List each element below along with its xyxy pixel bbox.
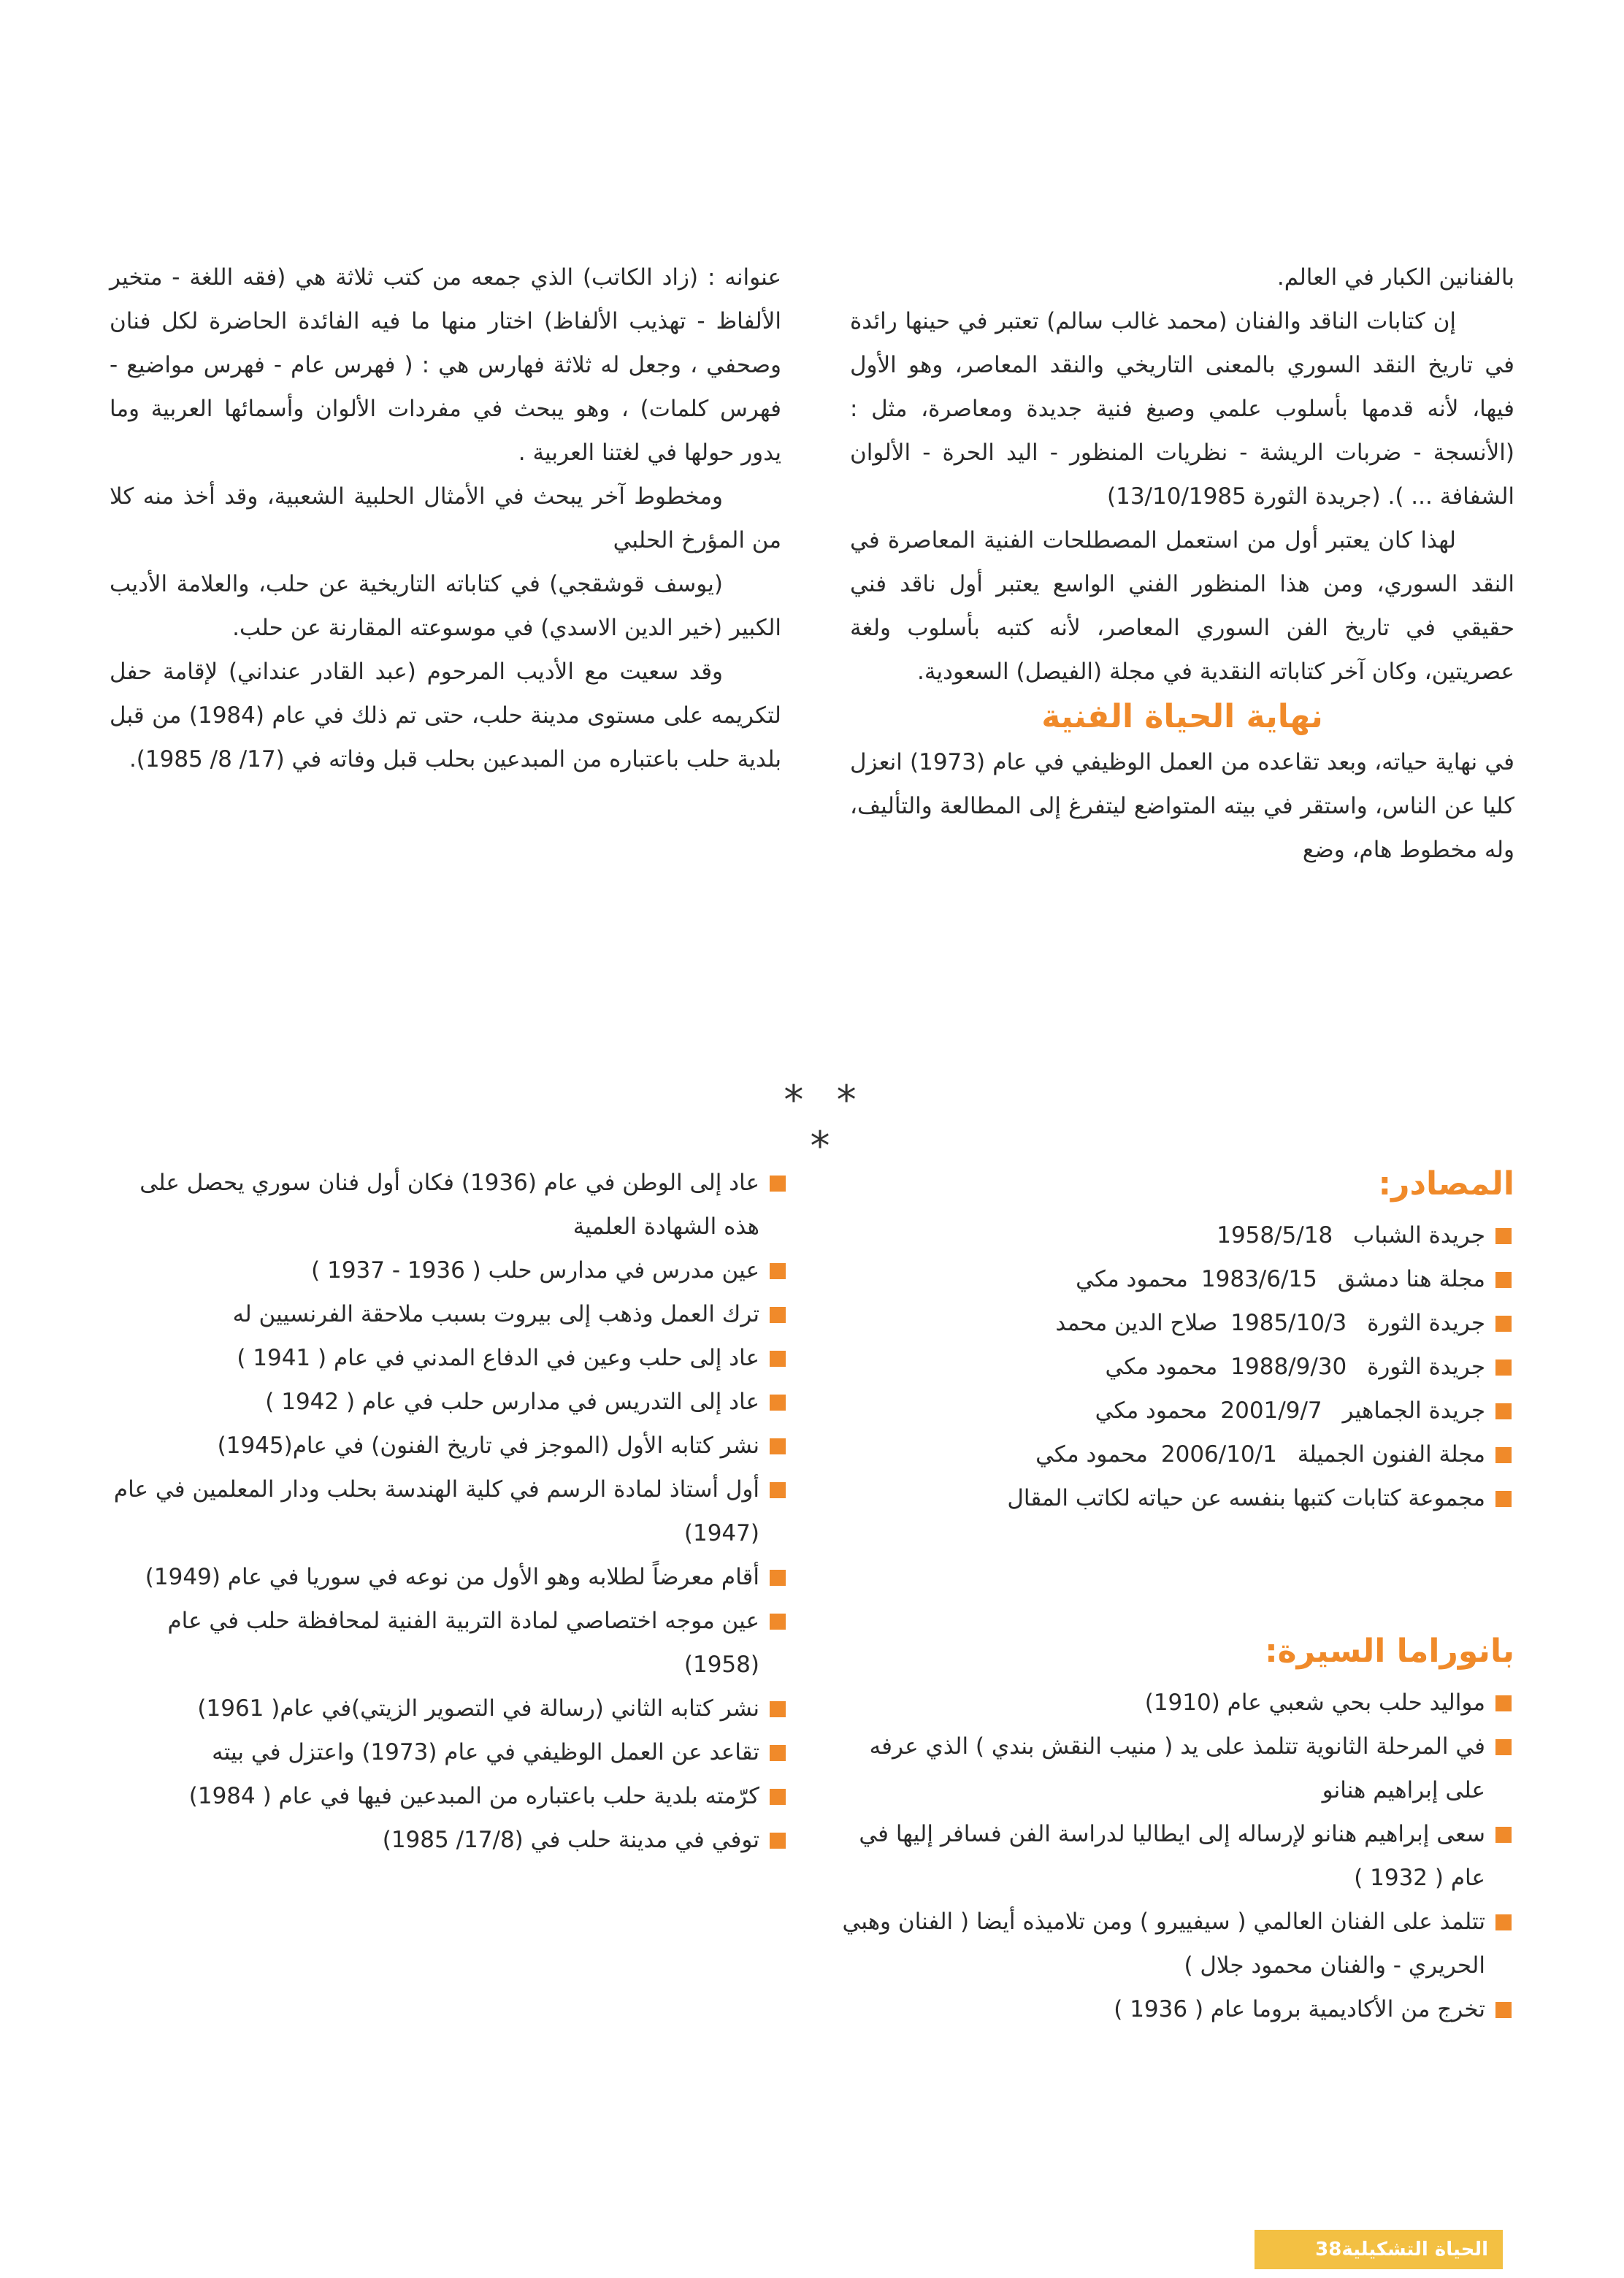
- panorama-section: [835, 1628, 1514, 2031]
- square-bullet-icon: [1495, 1272, 1512, 1288]
- timeline-item-text: كرّمته بلدية حلب باعتباره من المبدعين فيها في عام ( 1984): [188, 1783, 759, 1809]
- timeline-item-text: نشر كتابه الأول (الموجز في تاريخ الفنون) في عام(1945): [217, 1433, 759, 1459]
- source-date: 1958/5/18: [1217, 1222, 1333, 1249]
- square-bullet-icon: [770, 1351, 786, 1367]
- list-item: [110, 1380, 789, 1424]
- square-bullet-icon: [1495, 1359, 1512, 1376]
- source-author: محمود مكي: [1035, 1441, 1148, 1468]
- list-item: [110, 1730, 789, 1774]
- square-bullet-icon: [1495, 1491, 1512, 1507]
- square-bullet-icon: [1495, 1827, 1512, 1843]
- timeline-item-text: أول أستاذ لمادة الرسم في كلية الهندسة بحلب ودار المعلمين في عام (1947): [113, 1476, 759, 1546]
- square-bullet-icon: [770, 1395, 786, 1411]
- square-bullet-icon: [770, 1482, 786, 1498]
- article-paragraph: لهذا كان يعتبر أول من استعمل المصطلحات الفنية المعاصرة في النقد السوري، ومن هذا المنظور الفني الواسع يعتبر أول ناقد فني حقيقي في تاريخ الفن السوري المعاصر، لأنه كتبه بأسلوب ولغة عصريتين، وكان آخر كتاباته النقدية في مجلة (الفيصل) السعودية.: [850, 527, 1514, 685]
- list-item: [835, 1681, 1514, 1725]
- section-heading: نهاية الحياة الفنية: [1041, 698, 1323, 735]
- timeline-item-text: نشر كتابه الثاني (رسالة في التصوير الزيتي)في عام( 1961): [197, 1695, 759, 1722]
- page-footer: [1255, 2230, 1503, 2269]
- source-date: 2006/10/1: [1160, 1441, 1277, 1468]
- list-item: [835, 1301, 1514, 1345]
- source-author: محمود مكي: [1095, 1397, 1208, 1424]
- list-item: [835, 1257, 1514, 1301]
- source-name: جريدة الجماهير: [1342, 1397, 1485, 1424]
- source-date: 2001/9/7: [1220, 1397, 1322, 1424]
- square-bullet-icon: [770, 1176, 786, 1192]
- article-paragraph: وقد سعيت مع الأديب المرحوم (عبد القادر عنداني) لإقامة حفل لتكريمه على مستوى مدينة حلب، حتى تم ذلك في عام (1984) من قبل بلدية حلب باعتباره من المبدعين بحلب قبل وفاته في (17/ 8/ 1985).: [110, 659, 781, 772]
- timeline-section: [110, 1161, 789, 1862]
- panorama-list: [835, 1681, 1514, 2031]
- square-bullet-icon: [770, 1701, 786, 1717]
- timeline-item-text: ترك العمل وذهب إلى بيروت بسبب ملاحقة الفرنسيين له: [232, 1301, 759, 1327]
- source-date: 1988/9/30: [1230, 1354, 1347, 1380]
- article-paragraph: ومخطوط آخر يبحث في الأمثال الحلبية الشعبية، وقد أخذ منه كلا من المؤرخ الحلبي: [110, 483, 781, 553]
- square-bullet-icon: [1495, 1447, 1512, 1463]
- square-bullet-icon: [1495, 1316, 1512, 1332]
- list-item: [110, 1249, 789, 1292]
- source-name: جريدة الثورة: [1367, 1354, 1485, 1380]
- square-bullet-icon: [770, 1745, 786, 1761]
- source-name: جريدة الشباب: [1353, 1222, 1485, 1249]
- source-date: 1985/10/3: [1230, 1310, 1347, 1336]
- timeline-list: [110, 1161, 789, 1862]
- list-item: [110, 1599, 789, 1687]
- list-item: [110, 1818, 789, 1862]
- list-item: [835, 1476, 1514, 1520]
- panorama-item-text: في المرحلة الثانوية تتلمذ على يد ( منيب النقش بندي ) الذي عرفه على إبراهيم هنانو: [869, 1733, 1485, 1803]
- source-author: صلاح الدين محمد: [1055, 1310, 1218, 1336]
- panorama-title: بانوراما السيرة:: [1265, 1633, 1514, 1670]
- article-paragraph: (يوسف قوشقجي) في كتاباته التاريخية عن حلب، والعلامة الأديب الكبير (خير الدين الاسدي) في موسوعته المقارنة عن حلب.: [110, 571, 781, 641]
- square-bullet-icon: [770, 1307, 786, 1323]
- article-column-left: [110, 256, 781, 781]
- source-name: مجلة الفنون الجميلة: [1297, 1441, 1485, 1468]
- timeline-item-text: تقاعد عن العمل الوظيفي في عام (1973) واعتزل في بيته: [212, 1739, 759, 1765]
- list-item: [835, 1900, 1514, 1987]
- list-item: [835, 1725, 1514, 1812]
- square-bullet-icon: [1495, 1739, 1512, 1755]
- list-item: [110, 1292, 789, 1336]
- square-bullet-icon: [770, 1789, 786, 1805]
- source-name: مجلة هنا دمشق: [1337, 1266, 1485, 1292]
- panorama-item-text: مواليد حلب بحي شعبي عام (1910): [1144, 1690, 1485, 1716]
- source-author: محمود مكي: [1105, 1354, 1218, 1380]
- list-item: [110, 1336, 789, 1380]
- square-bullet-icon: [770, 1438, 786, 1454]
- list-item: [110, 1555, 789, 1599]
- square-bullet-icon: [1495, 1914, 1512, 1930]
- timeline-item-text: توفي في مدينة حلب في (17/8/ 1985): [382, 1827, 759, 1853]
- source-name: جريدة الثورة: [1367, 1310, 1485, 1336]
- page-number: 38: [1315, 2239, 1342, 2260]
- square-bullet-icon: [770, 1833, 786, 1849]
- square-bullet-icon: [1495, 1403, 1512, 1419]
- list-item: [110, 1161, 789, 1249]
- square-bullet-icon: [1495, 2002, 1512, 2018]
- sources-title: المصادر:: [1378, 1165, 1514, 1203]
- sources-list: [835, 1213, 1514, 1520]
- article-paragraph: في نهاية حياته، وبعد تقاعده من العمل الوظيفي في عام (1973) انعزل كليا عن الناس، واستقر في بيته المتواضع ليتفرغ إلى المطالعة والتأليف، وله مخطوط هام، وضع: [850, 749, 1514, 863]
- list-item: [835, 1433, 1514, 1476]
- list-item: [110, 1468, 789, 1555]
- source-date: 1983/6/15: [1200, 1266, 1317, 1292]
- sources-section: [835, 1161, 1514, 1520]
- article-paragraph: عنوانه : (زاد الكاتب) الذي جمعه من كتب ثلاثة هي (فقه اللغة - متخير الألفاظ - تهذيب الألفاظ) اختار منها ما فيه الفائدة الحاضرة لكل فنان وصحفي ، وجعل له ثلاثة فهارس هي : ( فهرس عام - فهرس مواضيع - فهرس كلمات) ، وهو يبحث في مفردات الألوان وأسمائها العربية وما يدور حولها في لغتنا العربية .: [110, 264, 781, 466]
- timeline-item-text: عاد إلى حلب وعين في الدفاع المدني في عام ( 1941 ): [237, 1345, 759, 1371]
- timeline-item-text: عين مدرس في مدارس حلب ( 1936 - 1937 ): [311, 1257, 759, 1284]
- timeline-item-text: عاد إلى التدريس في مدارس حلب في عام ( 1942 ): [265, 1389, 759, 1415]
- section-separator: * * *: [784, 1077, 867, 1169]
- panorama-item-text: تخرج من الأكاديمية بروما عام ( 1936 ): [1114, 1996, 1485, 2022]
- list-item: [835, 1987, 1514, 2031]
- timeline-item-text: عاد إلى الوطن في عام (1936) فكان أول فنان سوري يحصل على هذه الشهادة العلمية: [139, 1170, 759, 1240]
- list-item: [110, 1424, 789, 1468]
- article-paragraph: إن كتابات الناقد والفنان (محمد غالب سالم) تعتبر في حينها رائدة في تاريخ النقد السوري بالمعنى التاريخي والنقد المعاصر، وهو الأول فيها، لأنه قدمها بأسلوب علمي وصيغ فنية جديدة ومعاصرة، مثل : (الأنسجة - ضربات الريشة - نظريات المنظور - اليد الحرة - الألوان الشفافة ... ). (جريدة الثورة 13/10/1985): [850, 308, 1514, 510]
- panorama-item-text: تتلمذ على الفنان العالمي ( سيفييرو ) ومن تلاميذه أيضا ( الفنان وهبي الحريري - والفنان محمود جلال ): [842, 1909, 1485, 1979]
- source-author: محمود مكي: [1076, 1266, 1188, 1292]
- timeline-item-text: عين موجه اختصاصي لمادة التربية الفنية لمحافظة حلب في عام (1958): [167, 1608, 759, 1678]
- square-bullet-icon: [770, 1614, 786, 1630]
- source-name: مجموعة كتابات كتبها بنفسه عن حياته لكاتب المقال: [1007, 1485, 1485, 1511]
- square-bullet-icon: [1495, 1228, 1512, 1244]
- square-bullet-icon: [1495, 1695, 1512, 1711]
- list-item: [835, 1389, 1514, 1433]
- list-item: [110, 1774, 789, 1818]
- article-column-right: [850, 256, 1514, 872]
- article-paragraph: بالفنانين الكبار في العالم.: [1276, 264, 1514, 291]
- panorama-item-text: سعى إبراهيم هنانو لإرساله إلى ايطاليا لدراسة الفن فسافر إليها في عام ( 1932 ): [859, 1821, 1485, 1891]
- list-item: [835, 1812, 1514, 1900]
- square-bullet-icon: [770, 1263, 786, 1279]
- timeline-item-text: أقام معرضاً لطلابه وهو الأول من نوعه في سوريا في عام (1949): [145, 1564, 759, 1590]
- list-item: [110, 1687, 789, 1730]
- square-bullet-icon: [770, 1570, 786, 1586]
- list-item: [835, 1213, 1514, 1257]
- list-item: [835, 1345, 1514, 1389]
- magazine-name: الحياة التشكيلية: [1341, 2239, 1488, 2260]
